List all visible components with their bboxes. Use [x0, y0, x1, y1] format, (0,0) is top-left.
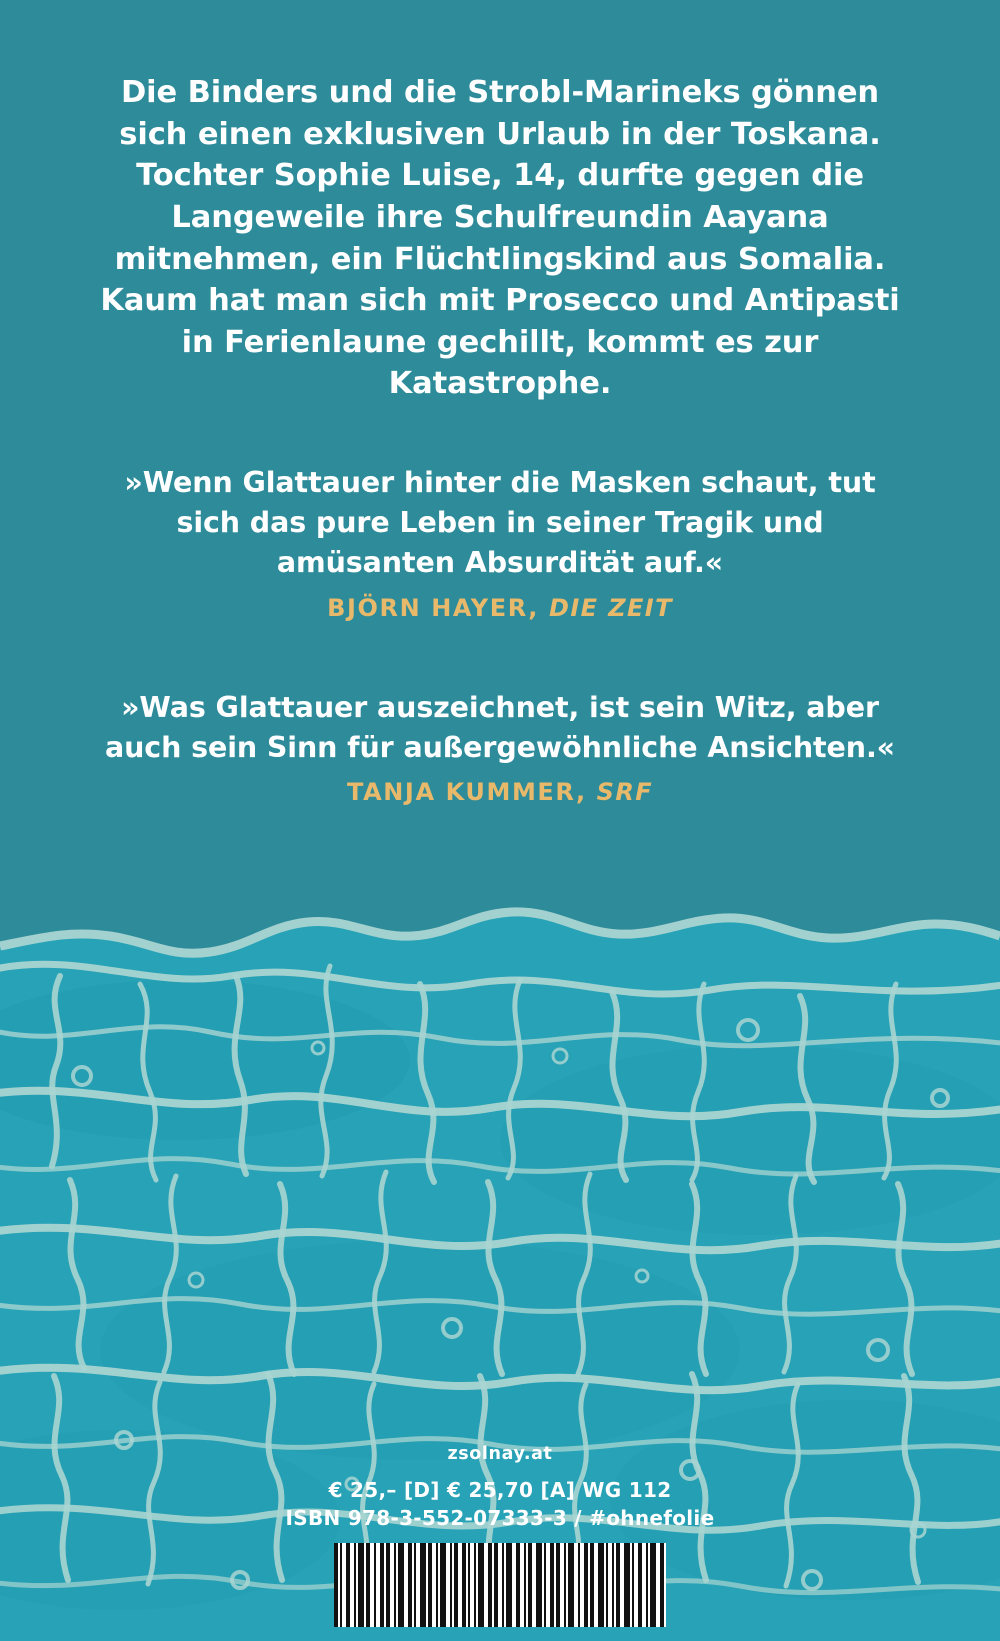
quote-text: »Wenn Glattauer hinter die Masken schaut, tut sich das pure Leben in seiner Tragik und amüsanten Absurdität auf.« — [124, 466, 876, 579]
isbn-line: ISBN 978-3-552-07333-3 / #ohnefolie — [285, 1506, 715, 1530]
quote-author: BJÖRN HAYER, — [327, 593, 540, 622]
quote-author: TANJA KUMMER, — [346, 778, 587, 807]
review-quote-2 — [0, 688, 1000, 807]
cover-text-area — [0, 0, 1000, 806]
quote-outlet: SRF — [596, 778, 654, 807]
barcode-bar — [664, 1543, 666, 1627]
review-quote-1 — [0, 463, 1000, 622]
blurb-text: Die Binders und die Strobl-Marineks gönnen sich einen exklusiven Urlaub in der Toskana. Tochter Sophie Luise, 14, durfte gegen die Langeweile ihre Schulfreundin Aayana mitnehmen, ein Flüchtlingskind aus Somalia. Kaum hat man sich mit Prosecco und Antipasti in Ferienlaune gechillt, kommt es zur Katastrophe. — [100, 75, 900, 402]
quote-attribution — [95, 778, 905, 806]
quote-outlet: DIE ZEIT — [549, 593, 673, 622]
publisher-website[interactable]: zsolnay.at — [447, 1444, 553, 1464]
isbn-barcode — [335, 1543, 665, 1627]
quote-text: »Was Glattauer auszeichnet, ist sein Witz, aber auch sein Sinn für außergewöhnliche Ansichten.« — [104, 690, 895, 764]
barcode-bars — [334, 1543, 666, 1627]
cover-footer — [0, 1444, 1000, 1627]
price-line: € 25,– [D] € 25,70 [A] WG 112 — [328, 1478, 672, 1502]
quote-attribution — [95, 594, 905, 622]
